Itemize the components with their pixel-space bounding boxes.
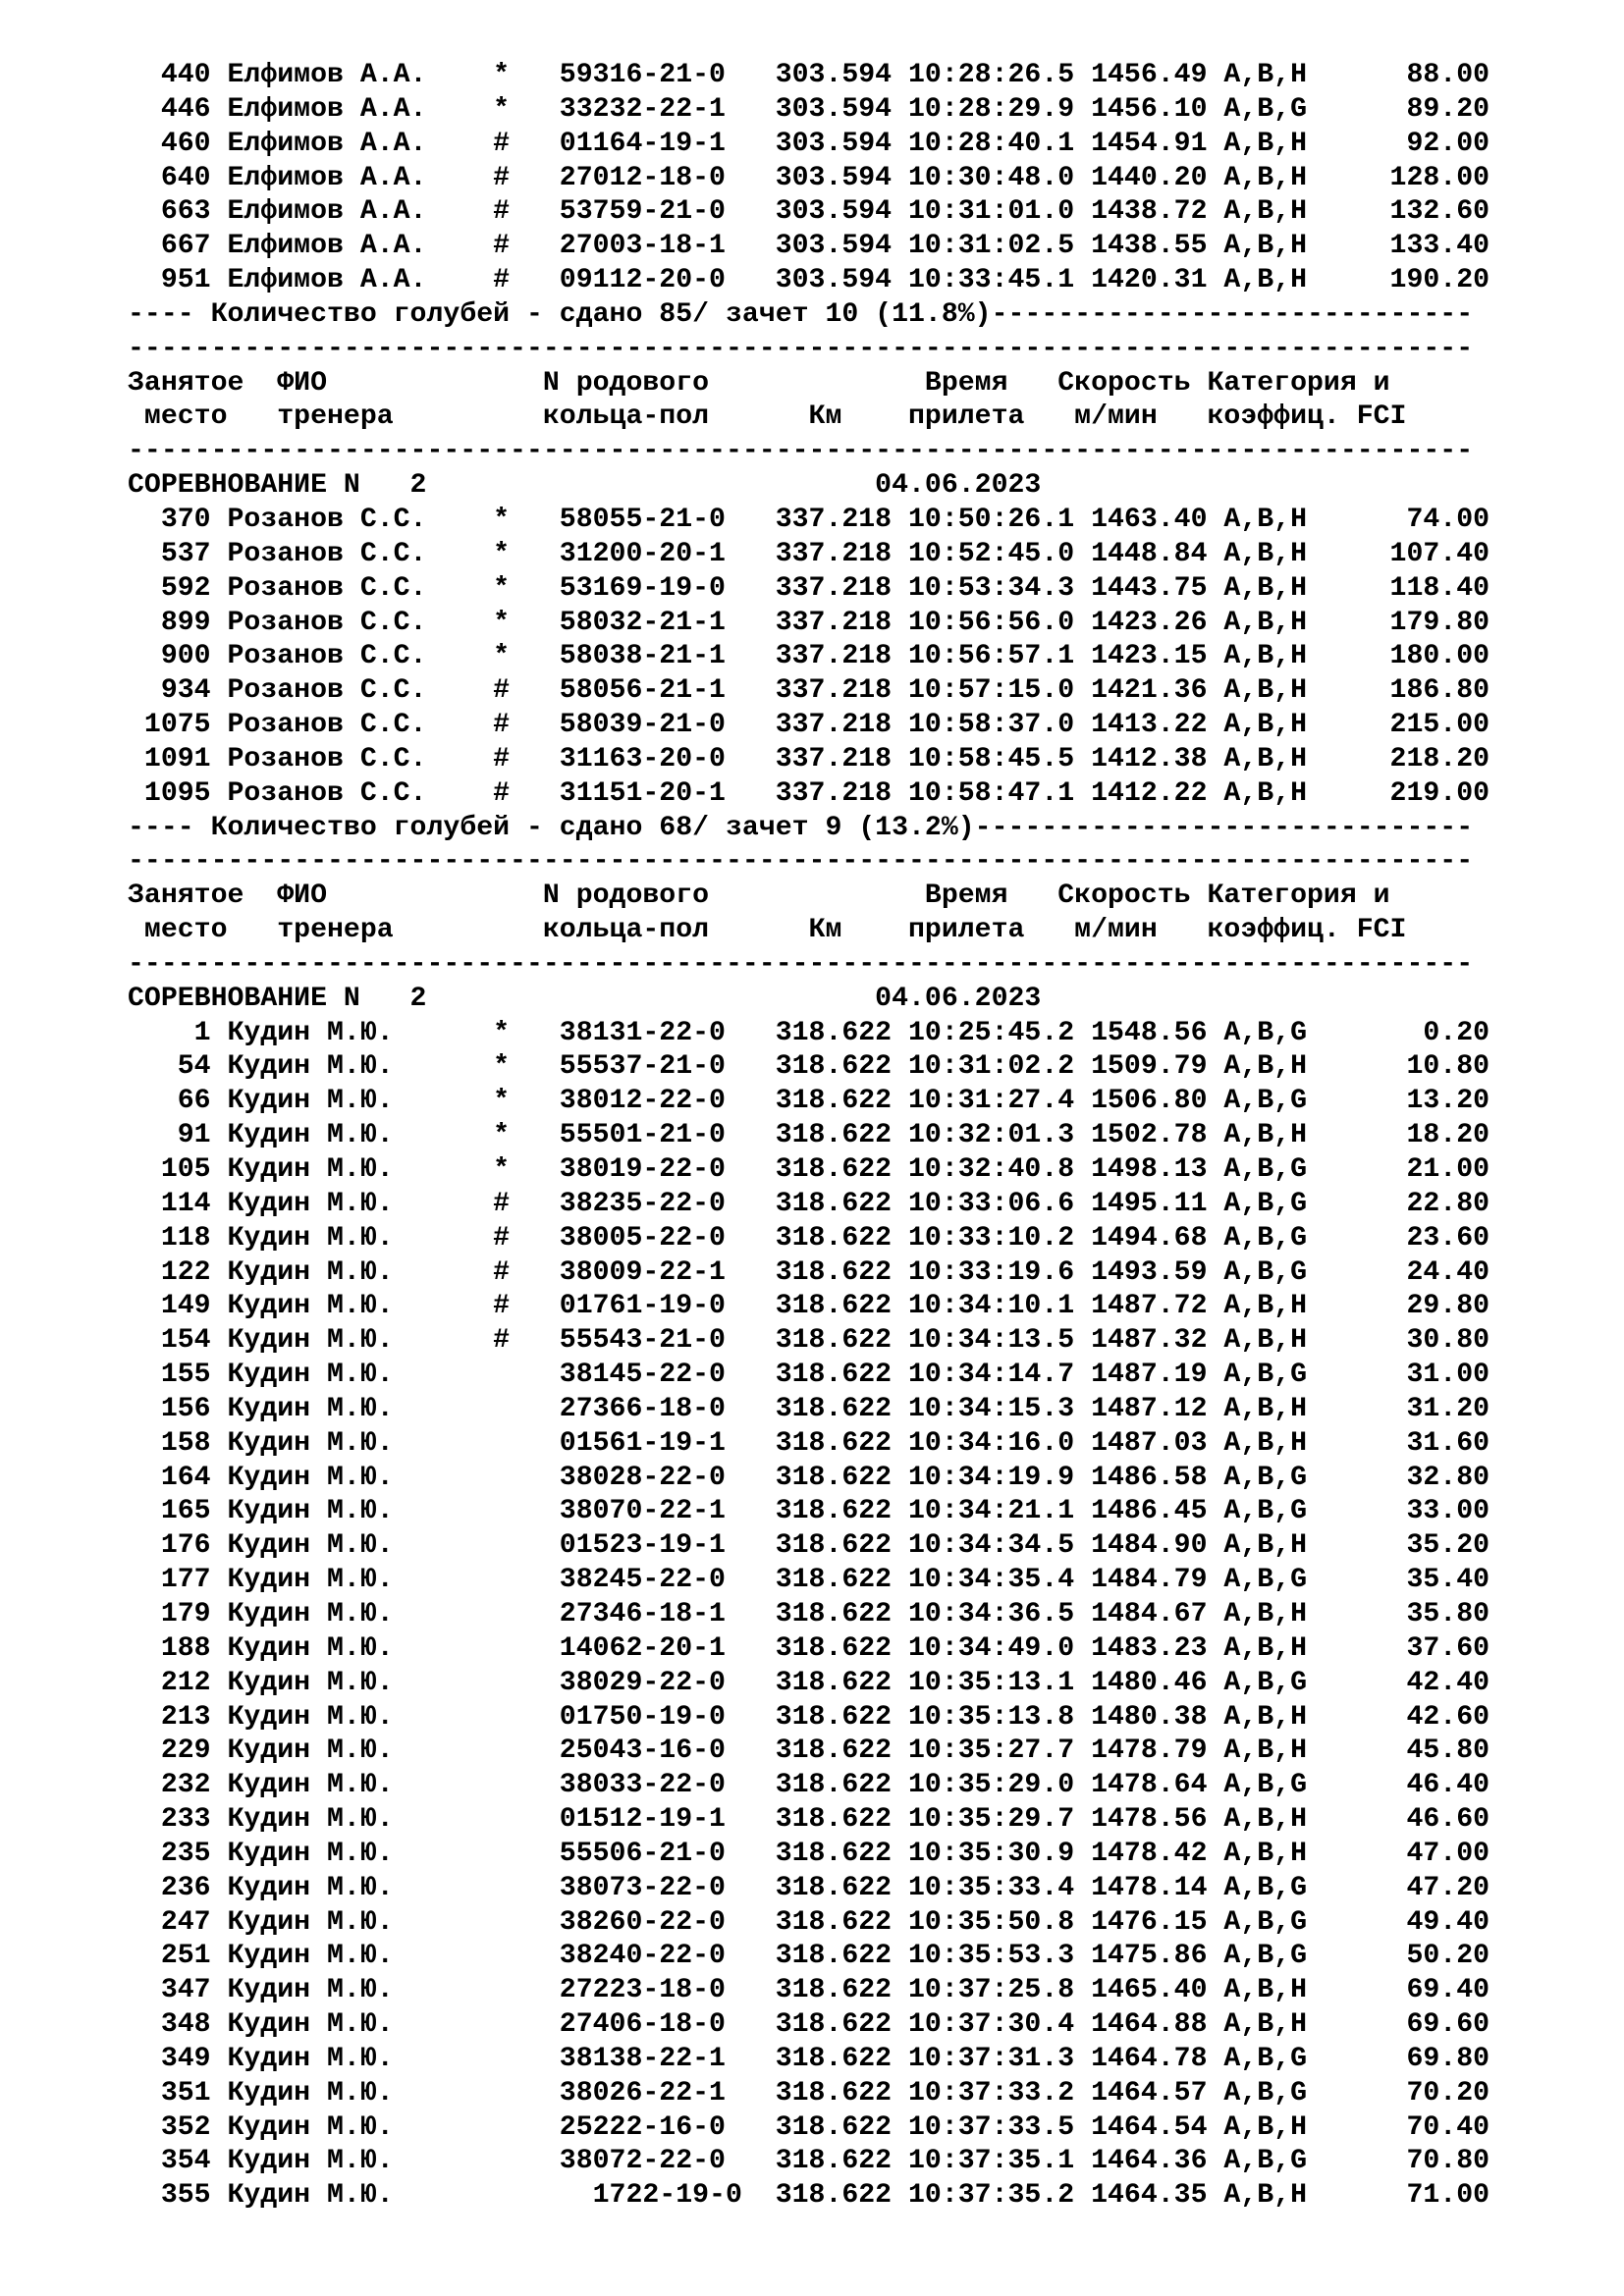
result-row: 1095 Розанов С.С. # 31151-20-1 337.218 10:58:47.1 1412.22 A,B,H 219.00 [128, 777, 1490, 809]
result-row: 179 Кудин М.Ю. 27346-18-1 318.622 10:34:36.5 1484.67 A,B,H 35.80 [128, 1598, 1490, 1629]
pigeon-count-summary: ---- Количество голубей - сдано 85/ зачет 10 (11.8%)----------------------------- [128, 298, 1474, 330]
result-row: 155 Кудин М.Ю. 38145-22-0 318.622 10:34:14.7 1487.19 A,B,G 31.00 [128, 1360, 1490, 1391]
separator-line: --------------------------------------------------------------------------------- [128, 846, 1474, 878]
result-row: 899 Розанов С.С. * 58032-21-1 337.218 10:56:56.0 1423.26 A,B,H 179.80 [128, 607, 1490, 638]
result-row: 233 Кудин М.Ю. 01512-19-1 318.622 10:35:29.7 1478.56 A,B,H 46.60 [128, 1804, 1490, 1836]
column-header-row-2: место тренера кольца-пол Км прилета м/мин коэффиц. FCI [128, 915, 1407, 946]
separator-line: --------------------------------------------------------------------------------- [128, 436, 1474, 467]
result-row: 236 Кудин М.Ю. 38073-22-0 318.622 10:35:33.4 1478.14 A,B,G 47.20 [128, 1872, 1490, 1903]
result-row: 164 Кудин М.Ю. 38028-22-0 318.622 10:34:19.9 1486.58 A,B,G 32.80 [128, 1462, 1490, 1493]
result-row: 176 Кудин М.Ю. 01523-19-1 318.622 10:34:34.5 1484.90 A,B,H 35.20 [128, 1530, 1490, 1562]
result-row: 149 Кудин М.Ю. # 01761-19-0 318.622 10:34:10.1 1487.72 A,B,H 29.80 [128, 1291, 1490, 1322]
result-row: 154 Кудин М.Ю. # 55543-21-0 318.622 10:34:13.5 1487.32 A,B,H 30.80 [128, 1325, 1490, 1357]
result-row: 177 Кудин М.Ю. 38245-22-0 318.622 10:34:35.4 1484.79 A,B,G 35.40 [128, 1565, 1490, 1596]
result-row: 1 Кудин М.Ю. * 38131-22-0 318.622 10:25:45.2 1548.56 A,B,G 0.20 [128, 1017, 1490, 1048]
result-row: 440 Елфимов А.А. * 59316-21-0 303.594 10:28:26.5 1456.49 A,B,H 88.00 [128, 60, 1490, 90]
result-row: 232 Кудин М.Ю. 38033-22-0 318.622 10:35:29.0 1478.64 A,B,G 46.40 [128, 1770, 1490, 1801]
result-row: 247 Кудин М.Ю. 38260-22-0 318.622 10:35:50.8 1476.15 A,B,G 49.40 [128, 1906, 1490, 1938]
pigeon-count-summary: ---- Количество голубей - сдано 68/ зачет 9 (13.2%)------------------------------ [128, 812, 1474, 843]
result-row: 355 Кудин М.Ю. 1722-19-0 318.622 10:37:35.2 1464.35 A,B,H 71.00 [128, 2180, 1490, 2212]
column-header-row-1: Занятое ФИО N родового Время Скорость Категория и [128, 367, 1390, 399]
column-header-row-2: место тренера кольца-пол Км прилета м/мин коэффиц. FCI [128, 401, 1407, 433]
separator-line: --------------------------------------------------------------------------------- [128, 333, 1474, 364]
result-row: 118 Кудин М.Ю. # 38005-22-0 318.622 10:33:10.2 1494.68 A,B,G 23.60 [128, 1222, 1490, 1254]
competition-header: СОРЕВНОВАНИЕ N 2 04.06.2023 [128, 983, 1042, 1014]
result-row: 229 Кудин М.Ю. 25043-16-0 318.622 10:35:27.7 1478.79 A,B,H 45.80 [128, 1735, 1490, 1767]
result-row: 370 Розанов С.С. * 58055-21-0 337.218 10:50:26.1 1463.40 A,B,H 74.00 [128, 504, 1490, 535]
result-row: 640 Елфимов А.А. # 27012-18-0 303.594 10:30:48.0 1440.20 A,B,H 128.00 [128, 162, 1490, 193]
column-header-row-1: Занятое ФИО N родового Время Скорость Категория и [128, 881, 1390, 912]
result-row: 1091 Розанов С.С. # 31163-20-0 337.218 10:58:45.5 1412.38 A,B,H 218.20 [128, 743, 1490, 774]
result-row: 158 Кудин М.Ю. 01561-19-1 318.622 10:34:16.0 1487.03 A,B,H 31.60 [128, 1427, 1490, 1459]
result-row: 351 Кудин М.Ю. 38026-22-1 318.622 10:37:33.2 1464.57 A,B,G 70.20 [128, 2077, 1490, 2109]
result-row: 156 Кудин М.Ю. 27366-18-0 318.622 10:34:15.3 1487.12 A,B,H 31.20 [128, 1393, 1490, 1424]
result-row: 91 Кудин М.Ю. * 55501-21-0 318.622 10:32:01.3 1502.78 A,B,H 18.20 [128, 1120, 1490, 1151]
result-row: 347 Кудин М.Ю. 27223-18-0 318.622 10:37:25.8 1465.40 A,B,H 69.40 [128, 1975, 1490, 2006]
result-row: 54 Кудин М.Ю. * 55537-21-0 318.622 10:31:02.2 1509.79 A,B,H 10.80 [128, 1051, 1490, 1083]
result-row: 66 Кудин М.Ю. * 38012-22-0 318.622 10:31:27.4 1506.80 A,B,G 13.20 [128, 1086, 1490, 1117]
result-row: 934 Розанов С.С. # 58056-21-1 337.218 10:57:15.0 1421.36 A,B,H 186.80 [128, 675, 1490, 707]
result-row: 213 Кудин М.Ю. 01750-19-0 318.622 10:35:13.8 1480.38 A,B,H 42.60 [128, 1701, 1490, 1733]
result-row: 165 Кудин М.Ю. 38070-22-1 318.622 10:34:21.1 1486.45 A,B,G 33.00 [128, 1496, 1490, 1527]
result-row: 663 Елфимов А.А. # 53759-21-0 303.594 10:31:01.0 1438.72 A,B,H 132.60 [128, 196, 1490, 228]
result-row: 446 Елфимов А.А. * 33232-22-1 303.594 10:28:29.9 1456.10 A,B,G 89.20 [128, 93, 1490, 125]
result-row: 354 Кудин М.Ю. 38072-22-0 318.622 10:37:35.1 1464.36 A,B,G 70.80 [128, 2146, 1490, 2177]
result-row: 537 Розанов С.С. * 31200-20-1 337.218 10:52:45.0 1448.84 A,B,H 107.40 [128, 538, 1490, 569]
result-row: 212 Кудин М.Ю. 38029-22-0 318.622 10:35:13.1 1480.46 A,B,G 42.40 [128, 1667, 1490, 1698]
result-row: 105 Кудин М.Ю. * 38019-22-0 318.622 10:32:40.8 1498.13 A,B,G 21.00 [128, 1154, 1490, 1185]
result-row: 122 Кудин М.Ю. # 38009-22-1 318.622 10:33:19.6 1493.59 A,B,G 24.40 [128, 1256, 1490, 1288]
result-row: 667 Елфимов А.А. # 27003-18-1 303.594 10:31:02.5 1438.55 A,B,H 133.40 [128, 231, 1490, 262]
result-row: 114 Кудин М.Ю. # 38235-22-0 318.622 10:33:06.6 1495.11 A,B,G 22.80 [128, 1188, 1490, 1219]
result-row: 460 Елфимов А.А. # 01164-19-1 303.594 10:28:40.1 1454.91 A,B,H 92.00 [128, 128, 1490, 159]
result-row: 592 Розанов С.С. * 53169-19-0 337.218 10:53:34.3 1443.75 A,B,H 118.40 [128, 572, 1490, 604]
result-row: 951 Елфимов А.А. # 09112-20-0 303.594 10:33:45.1 1420.31 A,B,H 190.20 [128, 265, 1490, 296]
result-row: 349 Кудин М.Ю. 38138-22-1 318.622 10:37:31.3 1464.78 A,B,G 69.80 [128, 2043, 1490, 2074]
result-row: 188 Кудин М.Ю. 14062-20-1 318.622 10:34:49.0 1483.23 A,B,H 37.60 [128, 1632, 1490, 1664]
result-row: 900 Розанов С.С. * 58038-21-1 337.218 10:56:57.1 1423.15 A,B,H 180.00 [128, 641, 1490, 672]
result-row: 1075 Розанов С.С. # 58039-21-0 337.218 10:58:37.0 1413.22 A,B,H 215.00 [128, 710, 1490, 741]
separator-line: --------------------------------------------------------------------------------- [128, 948, 1474, 980]
competition-header: СОРЕВНОВАНИЕ N 2 04.06.2023 [128, 470, 1042, 502]
result-row: 235 Кудин М.Ю. 55506-21-0 318.622 10:35:30.9 1478.42 A,B,H 47.00 [128, 1838, 1490, 1869]
result-row: 251 Кудин М.Ю. 38240-22-0 318.622 10:35:53.3 1475.86 A,B,G 50.20 [128, 1941, 1490, 1972]
results-document [128, 59, 1600, 2214]
result-row: 352 Кудин М.Ю. 25222-16-0 318.622 10:37:33.5 1464.54 A,B,H 70.40 [128, 2111, 1490, 2143]
result-row: 348 Кудин М.Ю. 27406-18-0 318.622 10:37:30.4 1464.88 A,B,H 69.60 [128, 2009, 1490, 2041]
